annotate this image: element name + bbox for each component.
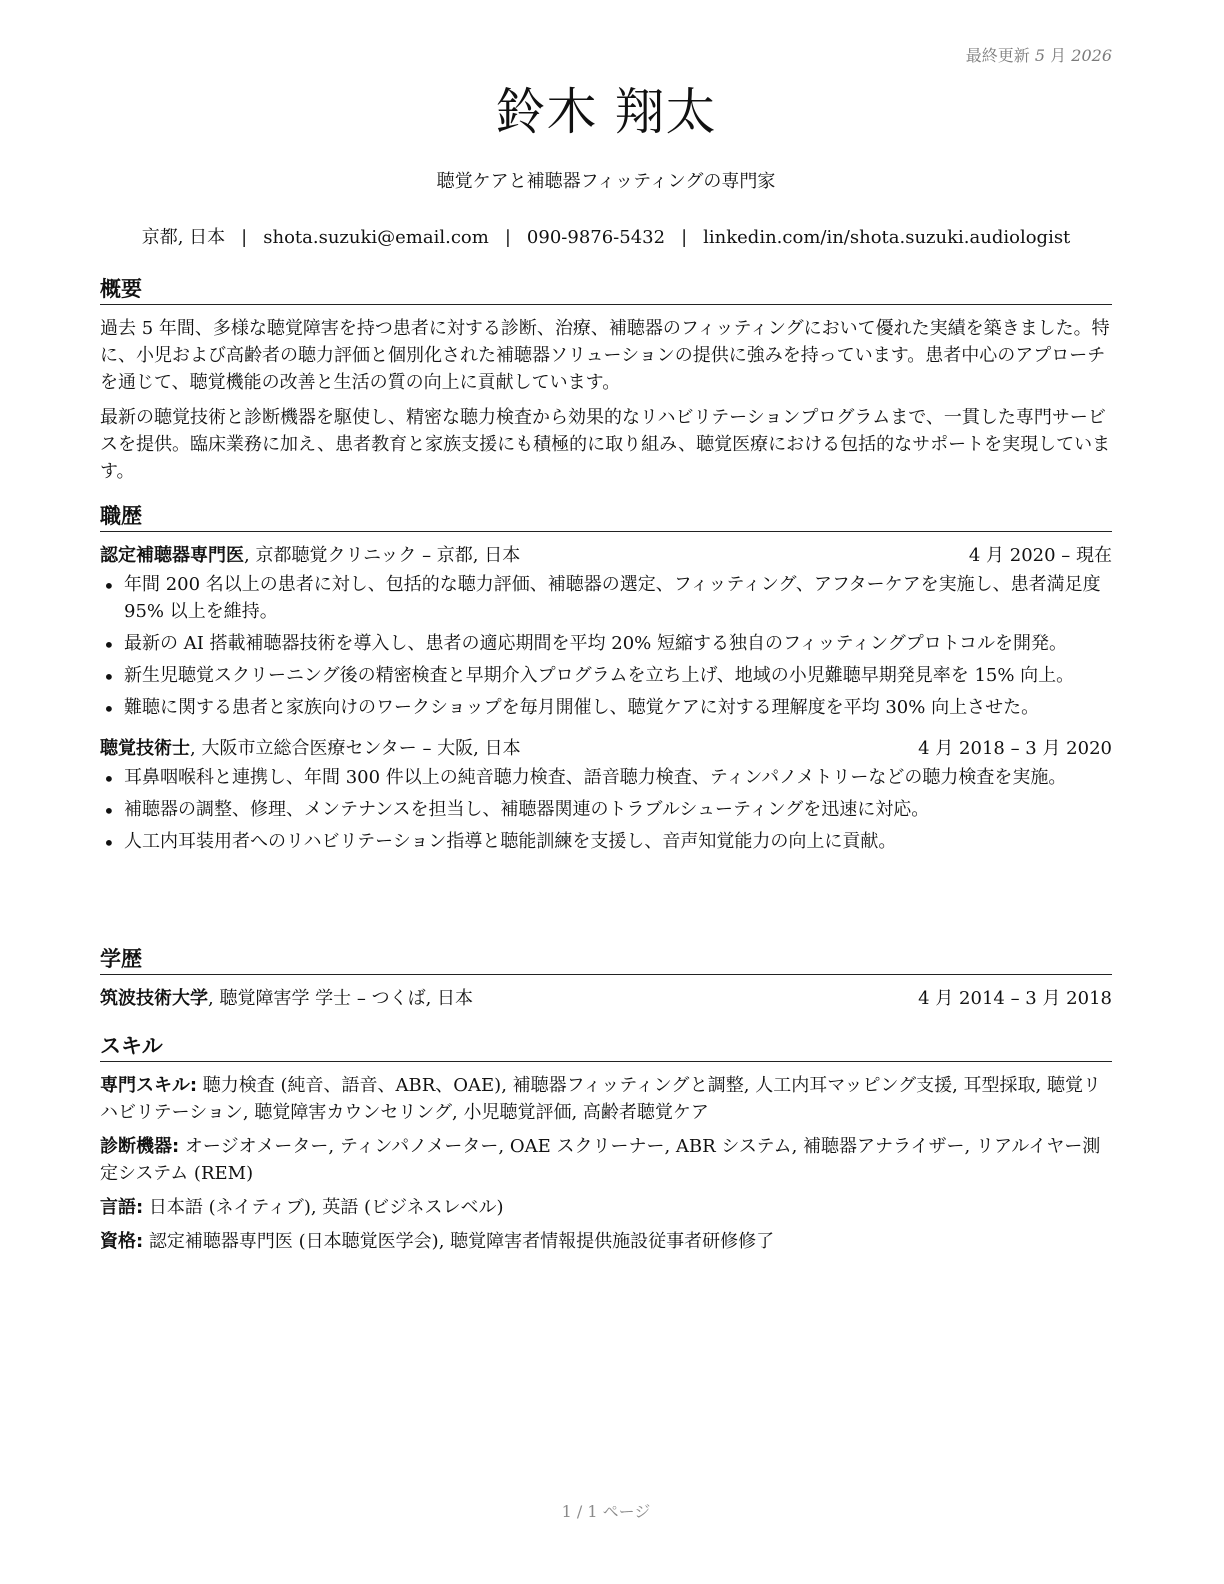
job-bullets: [100, 764, 1112, 855]
contact-location: 京都, 日本: [141, 227, 226, 248]
section-title-education: 学歴: [100, 946, 1112, 975]
skills-section: [100, 1033, 1112, 1262]
job-header: [100, 542, 1112, 569]
job-dates: 4 月 2020 – 現在: [968, 545, 1112, 567]
contact-line: [100, 224, 1112, 251]
contact-separator: |: [504, 227, 511, 248]
education-school: 筑波技術大学: [100, 988, 208, 1010]
education-line: [100, 985, 473, 1012]
skill-row: [100, 1194, 1112, 1221]
skill-label: 診断機器:: [100, 1136, 180, 1158]
job-bullet: • 新生児聴覚スクリーニング後の精密検査と早期介入プログラムを立ち上げ、地域の小児難聴早期発見率を 15% 向上。: [100, 662, 1112, 689]
experience-section: [100, 503, 1112, 869]
job-bullet: • 補聴器の調整、修理、メンテナンスを担当し、補聴器関連のトラブルシューティングを迅速に対応。: [100, 796, 1112, 823]
skill-text: 日本語 (ネイティブ), 英語 (ビジネスレベル): [143, 1197, 504, 1219]
job-bullet: • 最新の AI 搭載補聴器技術を導入し、患者の適応期間を平均 20% 短縮する独自のフィッティングプロトコルを開発。: [100, 630, 1112, 657]
education-header: [100, 985, 1112, 1012]
skill-text: 認定補聴器専門医 (日本聴覚医学会), 聴覚障害者情報提供施設従事者研修修了: [143, 1231, 775, 1253]
job-bullets: [100, 571, 1112, 721]
job-role: 聴覚技術士: [100, 738, 190, 760]
last-updated: [966, 44, 1112, 68]
summary-section: [100, 276, 1112, 493]
job-header: [100, 735, 1112, 762]
skill-label: 専門スキル:: [100, 1075, 198, 1097]
skill-label: 言語:: [100, 1197, 144, 1219]
contact-email[interactable]: shota.suzuki@email.com: [263, 227, 489, 248]
summary-paragraph: 最新の聴覚技術と診断機器を駆使し、精密な聴力検査から効果的なリハビリテーションプログラムまで、一貫した専門サービスを提供。臨床業務に加え、患者教育と家族支援にも積極的に取り組み、聴覚医療における包括的なサポートを実現しています。: [100, 407, 1111, 483]
candidate-tagline: 聴覚ケアと補聴器フィッティングの専門家: [436, 171, 776, 192]
job-bullet: • 耳鼻咽喉科と連携し、年間 300 件以上の純音聴力検査、語音聴力検査、ティンパノメトリーなどの聴力検査を実施。: [100, 764, 1112, 791]
job-dates: 4 月 2018 – 3 月 2020: [918, 738, 1112, 760]
resume-page: [100, 0, 1112, 1584]
contact-separator: |: [681, 227, 688, 248]
education-section: [100, 946, 1112, 1014]
education-detail: , 聴覚障害学 学士 – つくば, 日本: [208, 988, 474, 1010]
skill-row: [100, 1072, 1112, 1126]
page-number: 1 / 1 ページ: [561, 1502, 651, 1521]
last-updated-month-unit: 月: [1050, 46, 1067, 65]
job-bullet: • 年間 200 名以上の患者に対し、包括的な聴力評価、補聴器の選定、フィッティング、アフターケアを実施し、患者満足度 95% 以上を維持。: [100, 571, 1112, 625]
contact-separator: |: [241, 227, 248, 248]
section-title-summary: 概要: [100, 276, 1112, 305]
skill-row: [100, 1133, 1112, 1187]
summary-paragraph: 過去 5 年間、多様な聴覚障害を持つ患者に対する診断、治療、補聴器のフィッティングにおいて優れた実績を築きました。特に、小児および高齢者の聴力評価と個別化された補聴器ソリューションの提供に強みを持っています。患者中心のアプローチを通じて、聴覚機能の改善と生活の質の向上に貢献しています。: [100, 318, 1110, 394]
skill-label: 資格:: [100, 1231, 144, 1253]
skill-text: オージオメーター, ティンパノメーター, OAE スクリーナー, ABR システム, 補聴器アナライザー, リアルイヤー測定システム (REM): [100, 1136, 1101, 1185]
job-org: , 京都聴覚クリニック – 京都, 日本: [244, 545, 521, 567]
last-updated-year: 2026: [1071, 46, 1112, 65]
candidate-name: 鈴木 翔太: [495, 83, 717, 141]
education-dates: 4 月 2014 – 3 月 2018: [918, 988, 1112, 1010]
section-title-experience: 職歴: [100, 503, 1112, 532]
job-bullet: • 人工内耳装用者へのリハビリテーション指導と聴能訓練を支援し、音声知覚能力の向上に貢献。: [100, 828, 1112, 855]
skill-row: [100, 1228, 1112, 1255]
job-title-line: [100, 542, 520, 569]
last-updated-label: 最終更新: [965, 46, 1030, 65]
skill-text: 聴力検査 (純音、語音、ABR、OAE), 補聴器フィッティングと調整, 人工内耳マッピング支援, 耳型採取, 聴覚リハビリテーション, 聴覚障害カウンセリング, 小児聴覚評価, 高齢者聴覚ケア: [100, 1075, 1102, 1124]
last-updated-month: 5: [1034, 46, 1046, 65]
job-title-line: [100, 735, 521, 762]
job-org: , 大阪市立総合医療センター – 大阪, 日本: [190, 738, 521, 760]
section-title-skills: スキル: [100, 1033, 1112, 1062]
job-role: 認定補聴器専門医: [100, 545, 244, 567]
job-bullet: • 難聴に関する患者と家族向けのワークショップを毎月開催し、聴覚ケアに対する理解度を平均 30% 向上させた。: [100, 694, 1112, 721]
contact-phone[interactable]: 090-9876-5432: [526, 227, 666, 248]
contact-linkedin[interactable]: linkedin.com/in/shota.suzuki.audiologist: [703, 227, 1071, 248]
